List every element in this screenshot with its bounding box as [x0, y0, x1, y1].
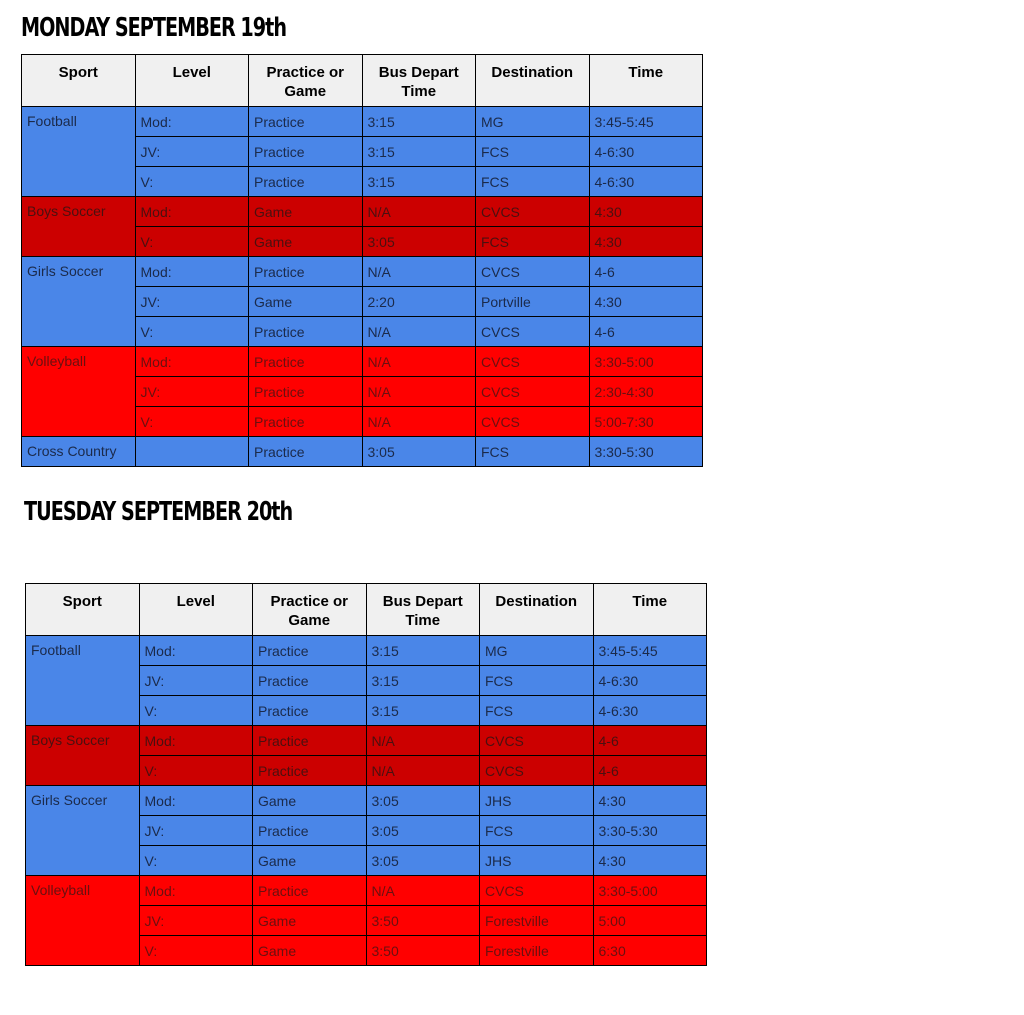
destination-cell: FCS: [476, 167, 590, 197]
type-cell: Practice: [253, 636, 367, 666]
bus-cell: 3:05: [362, 227, 476, 257]
bus-depart-header: Bus Depart Time: [366, 584, 480, 636]
bus-depart-header: Bus Depart Time: [362, 55, 476, 107]
bus-cell: N/A: [362, 347, 476, 377]
sport-cell: Football: [22, 107, 136, 197]
time-header: Time: [589, 55, 703, 107]
level-cell: JV:: [139, 906, 253, 936]
time-cell: 4-6: [593, 726, 707, 756]
time-cell: 5:00: [593, 906, 707, 936]
destination-cell: FCS: [476, 437, 590, 467]
bus-cell: N/A: [366, 726, 480, 756]
type-cell: Practice: [253, 816, 367, 846]
destination-cell: CVCS: [480, 726, 594, 756]
sport-cell: Girls Soccer: [26, 786, 140, 876]
level-cell: Mod:: [139, 636, 253, 666]
level-cell: Mod:: [135, 107, 249, 137]
level-cell: JV:: [139, 816, 253, 846]
destination-cell: FCS: [480, 696, 594, 726]
header-row: [22, 55, 703, 107]
destination-header: Destination: [480, 584, 594, 636]
type-cell: Practice: [253, 876, 367, 906]
level-cell: Mod:: [135, 257, 249, 287]
time-cell: 4:30: [589, 227, 703, 257]
header-row: [26, 584, 707, 636]
bus-cell: N/A: [362, 197, 476, 227]
table-row: [22, 107, 703, 137]
type-cell: Practice: [253, 696, 367, 726]
sport-cell: Volleyball: [22, 347, 136, 437]
level-cell: JV:: [135, 287, 249, 317]
day-title-monday: MONDAY SEPTEMBER 19th: [21, 13, 287, 43]
sport-cell: Cross Country: [22, 437, 136, 467]
type-cell: Practice: [253, 666, 367, 696]
bus-cell: N/A: [362, 317, 476, 347]
destination-cell: FCS: [480, 666, 594, 696]
schedule-table-monday: [21, 54, 703, 467]
practice-or-game-header: Practice or Game: [249, 55, 363, 107]
table-row: [22, 437, 703, 467]
level-cell: V:: [135, 407, 249, 437]
level-cell: JV:: [135, 137, 249, 167]
type-cell: Practice: [249, 437, 363, 467]
time-cell: 4-6:30: [589, 137, 703, 167]
time-cell: 4:30: [593, 786, 707, 816]
type-cell: Game: [253, 846, 367, 876]
destination-cell: FCS: [480, 816, 594, 846]
sport-header: Sport: [26, 584, 140, 636]
type-cell: Game: [253, 906, 367, 936]
level-cell: V:: [139, 846, 253, 876]
bus-cell: 3:15: [366, 666, 480, 696]
sport-cell: Boys Soccer: [26, 726, 140, 786]
destination-cell: JHS: [480, 786, 594, 816]
destination-cell: CVCS: [476, 377, 590, 407]
level-cell: JV:: [135, 377, 249, 407]
type-cell: Game: [249, 197, 363, 227]
bus-cell: 3:50: [366, 936, 480, 966]
bus-cell: N/A: [362, 407, 476, 437]
type-cell: Practice: [253, 756, 367, 786]
time-cell: 4-6:30: [593, 666, 707, 696]
level-cell: V:: [135, 167, 249, 197]
destination-cell: JHS: [480, 846, 594, 876]
sport-cell: Girls Soccer: [22, 257, 136, 347]
table-row: [22, 347, 703, 377]
bus-cell: 3:15: [366, 636, 480, 666]
time-cell: 4-6: [593, 756, 707, 786]
time-cell: 2:30-4:30: [589, 377, 703, 407]
destination-cell: CVCS: [476, 317, 590, 347]
time-cell: 3:30-5:00: [589, 347, 703, 377]
bus-cell: 3:05: [366, 786, 480, 816]
time-cell: 4-6:30: [589, 167, 703, 197]
level-cell: V:: [135, 227, 249, 257]
sport-cell: Volleyball: [26, 876, 140, 966]
bus-cell: 2:20: [362, 287, 476, 317]
table-row: [26, 636, 707, 666]
bus-cell: 3:05: [366, 846, 480, 876]
bus-cell: 3:50: [366, 906, 480, 936]
level-cell: Mod:: [139, 726, 253, 756]
bus-cell: 3:15: [362, 107, 476, 137]
type-cell: Practice: [249, 347, 363, 377]
bus-cell: 3:15: [362, 167, 476, 197]
time-cell: 3:30-5:30: [589, 437, 703, 467]
time-cell: 3:45-5:45: [589, 107, 703, 137]
sport-cell: Football: [26, 636, 140, 726]
destination-cell: Forestville: [480, 906, 594, 936]
destination-cell: FCS: [476, 227, 590, 257]
level-cell: Mod:: [139, 786, 253, 816]
type-cell: Practice: [249, 257, 363, 287]
destination-cell: Forestville: [480, 936, 594, 966]
type-cell: Game: [249, 227, 363, 257]
level-cell: V:: [139, 696, 253, 726]
level-header: Level: [135, 55, 249, 107]
destination-cell: MG: [480, 636, 594, 666]
time-cell: 4:30: [589, 197, 703, 227]
table-row: [26, 786, 707, 816]
type-cell: Practice: [249, 377, 363, 407]
type-cell: Practice: [249, 107, 363, 137]
table-row: [26, 876, 707, 906]
time-cell: 5:00-7:30: [589, 407, 703, 437]
schedule-table-tuesday: [25, 583, 707, 966]
time-cell: 4:30: [589, 287, 703, 317]
table-row: [22, 197, 703, 227]
time-cell: 3:30-5:30: [593, 816, 707, 846]
time-cell: 6:30: [593, 936, 707, 966]
type-cell: Practice: [249, 407, 363, 437]
bus-cell: 3:05: [362, 437, 476, 467]
time-header: Time: [593, 584, 707, 636]
destination-cell: FCS: [476, 137, 590, 167]
type-cell: Game: [249, 287, 363, 317]
type-cell: Practice: [249, 167, 363, 197]
destination-cell: CVCS: [476, 197, 590, 227]
destination-cell: CVCS: [480, 756, 594, 786]
time-cell: 4-6: [589, 257, 703, 287]
level-cell: V:: [135, 317, 249, 347]
time-cell: 4-6: [589, 317, 703, 347]
sport-cell: Boys Soccer: [22, 197, 136, 257]
bus-cell: N/A: [366, 756, 480, 786]
bus-cell: 3:05: [366, 816, 480, 846]
level-cell: V:: [139, 936, 253, 966]
table-row: [22, 257, 703, 287]
destination-cell: CVCS: [476, 407, 590, 437]
destination-cell: CVCS: [480, 876, 594, 906]
level-cell: Mod:: [139, 876, 253, 906]
level-cell: Mod:: [135, 197, 249, 227]
destination-header: Destination: [476, 55, 590, 107]
destination-cell: MG: [476, 107, 590, 137]
level-cell: JV:: [139, 666, 253, 696]
bus-cell: 3:15: [366, 696, 480, 726]
table-row: [26, 726, 707, 756]
type-cell: Game: [253, 936, 367, 966]
day-title-tuesday: TUESDAY SEPTEMBER 20th: [24, 497, 293, 527]
type-cell: Practice: [249, 137, 363, 167]
level-cell: [135, 437, 249, 467]
destination-cell: CVCS: [476, 347, 590, 377]
destination-cell: CVCS: [476, 257, 590, 287]
bus-cell: N/A: [366, 876, 480, 906]
time-cell: 4:30: [593, 846, 707, 876]
destination-cell: Portville: [476, 287, 590, 317]
bus-cell: 3:15: [362, 137, 476, 167]
level-cell: V:: [139, 756, 253, 786]
practice-or-game-header: Practice or Game: [253, 584, 367, 636]
type-cell: Game: [253, 786, 367, 816]
bus-cell: N/A: [362, 257, 476, 287]
type-cell: Practice: [253, 726, 367, 756]
level-cell: Mod:: [135, 347, 249, 377]
time-cell: 3:30-5:00: [593, 876, 707, 906]
type-cell: Practice: [249, 317, 363, 347]
level-header: Level: [139, 584, 253, 636]
time-cell: 3:45-5:45: [593, 636, 707, 666]
time-cell: 4-6:30: [593, 696, 707, 726]
sport-header: Sport: [22, 55, 136, 107]
bus-cell: N/A: [362, 377, 476, 407]
